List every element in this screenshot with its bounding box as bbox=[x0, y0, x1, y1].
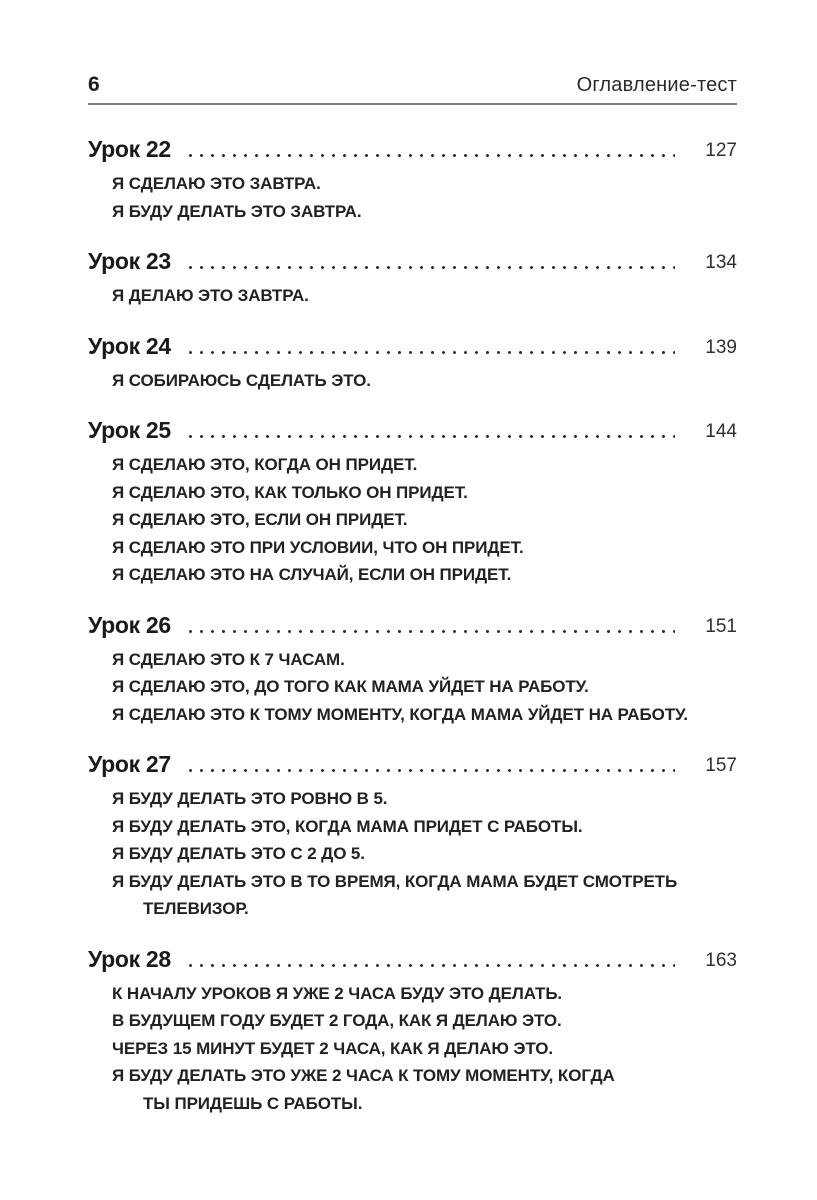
lesson-topic-line: Я БУДУ ДЕЛАТЬ ЭТО С 2 ДО 5. bbox=[112, 844, 365, 863]
toc-entry-heading bbox=[88, 135, 737, 163]
lesson-topic-line: Я СДЕЛАЮ ЭТО К 7 ЧАСАМ. bbox=[112, 649, 345, 669]
dot-leader bbox=[189, 964, 675, 967]
lesson-topic-line: Я СДЕЛАЮ ЭТО, КОГДА ОН ПРИДЕТ. bbox=[112, 455, 418, 474]
lesson-topics bbox=[112, 170, 737, 225]
toc-entry bbox=[88, 247, 737, 310]
lesson-topic-line: Я СДЕЛАЮ ЭТО НА СЛУЧАЙ, ЕСЛИ ОН ПРИДЕТ. bbox=[112, 565, 512, 584]
lesson-topic-line: Я СДЕЛАЮ ЭТО ПРИ УСЛОВИИ, ЧТО ОН ПРИДЕТ. bbox=[112, 537, 524, 557]
dot-leader bbox=[189, 769, 675, 772]
lesson-topic-line: В БУДУЩЕМ ГОДУ БУДЕТ 2 ГОДА, КАК Я ДЕЛАЮ ЭТО. bbox=[112, 1011, 562, 1030]
lesson-topics bbox=[112, 367, 737, 395]
dot-leader bbox=[189, 630, 675, 633]
lesson-title: Урок 23 bbox=[88, 248, 171, 274]
lesson-topic-line: Я СДЕЛАЮ ЭТО, ЕСЛИ ОН ПРИДЕТ. bbox=[112, 510, 408, 529]
lesson-title: Урок 28 bbox=[88, 945, 171, 972]
toc-entry bbox=[88, 611, 737, 729]
lesson-title: Урок 27 bbox=[88, 751, 171, 777]
lesson-page-number: 157 bbox=[705, 755, 737, 776]
lesson-topic-line: Я СДЕЛАЮ ЭТО, ДО ТОГО КАК МАМА УЙДЕТ НА РАБОТУ. bbox=[112, 677, 589, 696]
toc-entry-heading bbox=[88, 945, 737, 973]
lesson-topics bbox=[112, 282, 737, 310]
lesson-topics bbox=[112, 785, 737, 923]
running-title: Оглавление-тест bbox=[576, 74, 737, 96]
lesson-page-number: 139 bbox=[705, 336, 737, 358]
lesson-page-number: 144 bbox=[705, 421, 737, 442]
page-number: 6 bbox=[88, 73, 100, 96]
lesson-title: Урок 24 bbox=[88, 332, 171, 359]
dot-leader bbox=[189, 154, 675, 157]
toc-entry-heading bbox=[88, 611, 737, 639]
lesson-topic-line: Я СДЕЛАЮ ЭТО К ТОМУ МОМЕНТУ, КОГДА МАМА УЙДЕТ НА РАБОТУ. bbox=[112, 704, 688, 724]
lesson-topic-line: Я БУДУ ДЕЛАТЬ ЭТО РОВНО В 5. bbox=[112, 789, 388, 808]
dot-leader bbox=[189, 435, 675, 438]
lesson-topic-line: Я БУДУ ДЕЛАТЬ ЭТО УЖЕ 2 ЧАСА К ТОМУ МОМЕНТУ, КОГДА bbox=[112, 1066, 615, 1085]
lesson-topic-line: Я ДЕЛАЮ ЭТО ЗАВТРА. bbox=[112, 286, 309, 305]
toc-entry bbox=[88, 135, 737, 225]
toc-entry-heading bbox=[88, 416, 737, 444]
lesson-topics bbox=[112, 980, 737, 1118]
dot-leader bbox=[189, 351, 675, 354]
lesson-topic-line: К НАЧАЛУ УРОКОВ Я УЖЕ 2 ЧАСА БУДУ ЭТО ДЕЛАТЬ. bbox=[112, 983, 563, 1003]
toc-entry-heading bbox=[88, 247, 737, 275]
lesson-topic-line: ТЕЛЕВИЗОР. bbox=[143, 899, 249, 918]
toc-list bbox=[88, 135, 737, 1117]
dot-leader bbox=[189, 266, 675, 269]
lesson-topic-line: Я СОБИРАЮСЬ СДЕЛАТЬ ЭТО. bbox=[112, 370, 371, 390]
lesson-topic-line: Я БУДУ ДЕЛАТЬ ЭТО ЗАВТРА. bbox=[112, 201, 362, 221]
toc-entry bbox=[88, 416, 737, 589]
toc-entry bbox=[88, 750, 737, 923]
toc-entry bbox=[88, 332, 737, 395]
lesson-page-number: 127 bbox=[705, 140, 737, 161]
lesson-topic-line: Я СДЕЛАЮ ЭТО, КАК ТОЛЬКО ОН ПРИДЕТ. bbox=[112, 482, 468, 502]
lesson-topic-line: ТЫ ПРИДЕШЬ С РАБОТЫ. bbox=[143, 1093, 363, 1113]
lesson-topic-line: Я БУДУ ДЕЛАТЬ ЭТО, КОГДА МАМА ПРИДЕТ С РАБОТЫ. bbox=[112, 816, 583, 836]
lesson-topic-line: ЧЕРЕЗ 15 МИНУТ БУДЕТ 2 ЧАСА, КАК Я ДЕЛАЮ ЭТО. bbox=[112, 1038, 554, 1058]
lesson-topic-line: Я СДЕЛАЮ ЭТО ЗАВТРА. bbox=[112, 174, 321, 193]
lesson-page-number: 151 bbox=[705, 615, 737, 637]
lesson-title: Урок 22 bbox=[88, 136, 171, 162]
page-header bbox=[88, 74, 737, 105]
lesson-topics bbox=[112, 646, 737, 729]
toc-entry-heading bbox=[88, 750, 737, 778]
lesson-topics bbox=[112, 451, 737, 589]
lesson-topic-line: Я БУДУ ДЕЛАТЬ ЭТО В ТО ВРЕМЯ, КОГДА МАМА БУДЕТ СМОТРЕТЬ bbox=[112, 871, 678, 891]
toc-entry-heading bbox=[88, 332, 737, 360]
lesson-page-number: 134 bbox=[705, 252, 737, 273]
lesson-page-number: 163 bbox=[705, 949, 737, 971]
lesson-title: Урок 25 bbox=[88, 417, 171, 443]
lesson-title: Урок 26 bbox=[88, 611, 171, 638]
toc-entry bbox=[88, 945, 737, 1118]
